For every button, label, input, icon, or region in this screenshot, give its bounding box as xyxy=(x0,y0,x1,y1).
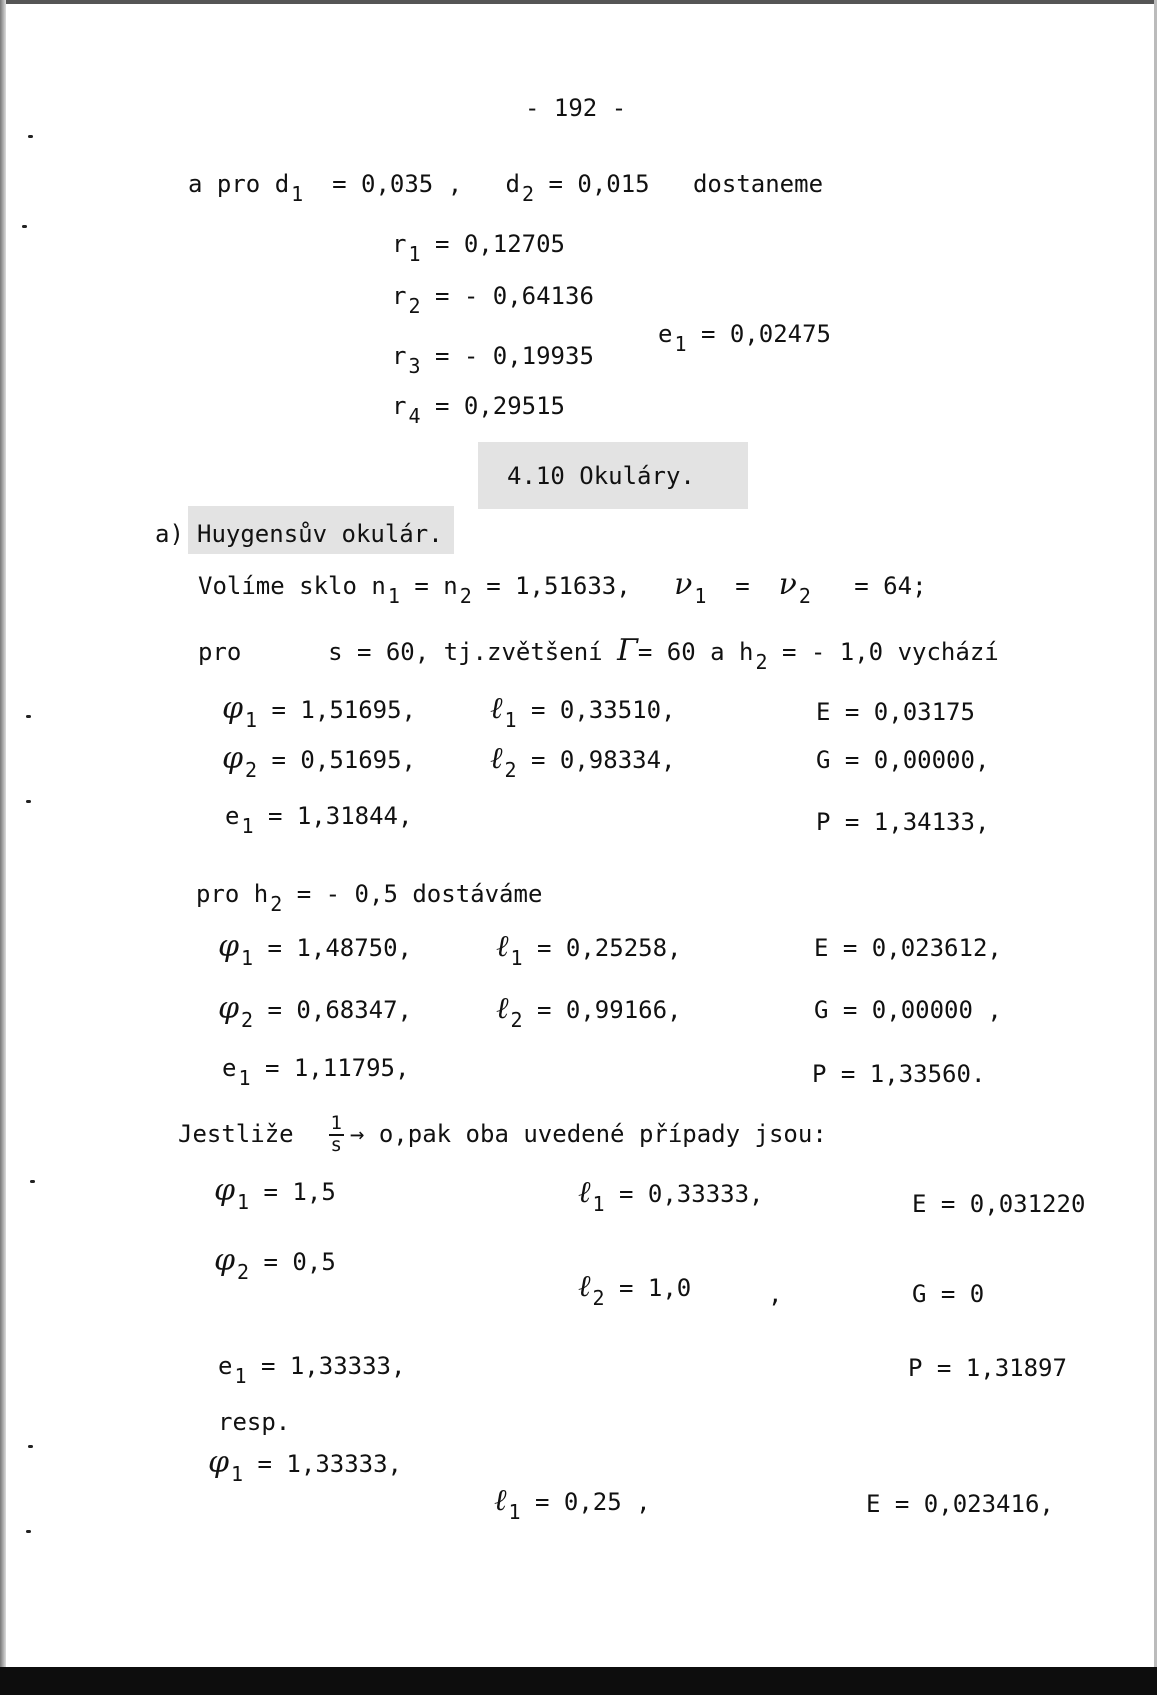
block3-l2-comma: , xyxy=(768,1280,783,1308)
section-title: 4.10 Okuláry. xyxy=(507,462,695,490)
block1-l1: ℓ $_1$ = 0,33510, xyxy=(490,691,676,732)
scan-speck xyxy=(28,1445,33,1448)
scan-speck xyxy=(22,225,27,228)
block3-phi1: φ $_1$ = 1,5 xyxy=(214,1173,336,1214)
block2-E: E = 0,023612, xyxy=(814,934,1002,962)
limit-fraction: $\frac{1}{s}$ xyxy=(330,1112,342,1156)
scan-edge-bottom xyxy=(0,1667,1157,1695)
block3-e1: e $_1$ = 1,33333, xyxy=(218,1352,406,1388)
glass-line: Volíme sklo n $_1$ = n $_2$ = 1,51633, ν $_1$ = ν $_2$ = 64; xyxy=(198,567,927,608)
block2-phi2: φ $_2$ = 0,68347, xyxy=(218,991,413,1032)
resp-label: resp. xyxy=(218,1408,291,1436)
block4-E: E = 0,023416, xyxy=(866,1490,1054,1518)
block2-P: P = 1,33560. xyxy=(812,1060,986,1088)
r1-line: r $_1$ = 0,12705 xyxy=(392,230,565,266)
block3-l1: ℓ $_1$ = 0,33333, xyxy=(578,1175,764,1216)
intro-line: a pro d $_1$ = 0,035 , d $_2$ = 0,015 dostaneme xyxy=(188,170,824,206)
block1-phi1: φ $_1$ = 1,51695, xyxy=(222,691,417,732)
condition-1-line: pro s = 60, tj.zvětšení Γ= 60 a h $_2$ = - 1,0 vychází xyxy=(198,633,999,674)
block3-l2: ℓ $_2$ = 1,0 xyxy=(578,1269,692,1310)
block1-E: E = 0,03175 xyxy=(816,698,975,726)
block3-G: G = 0 xyxy=(912,1280,985,1308)
block1-P: P = 1,34133, xyxy=(816,808,990,836)
block1-G: G = 0,00000, xyxy=(816,746,990,774)
subsection-title: Huygensův okulár. xyxy=(197,520,443,548)
e1-first-line: e $_1$ = 0,02475 xyxy=(658,320,831,356)
scan-speck xyxy=(26,1530,31,1533)
block2-G: G = 0,00000 , xyxy=(814,996,1002,1024)
scan-edge-left xyxy=(0,0,6,1695)
block1-l2: ℓ $_2$ = 0,98334, xyxy=(490,741,676,782)
block2-l2: ℓ $_2$ = 0,99166, xyxy=(496,991,682,1032)
block3-E: E = 0,031220 xyxy=(912,1190,1086,1218)
scan-speck xyxy=(28,135,33,138)
scan-speck xyxy=(30,1180,35,1183)
r4-line: r $_4$ = 0,29515 xyxy=(392,392,565,428)
block2-e1: e $_1$ = 1,11795, xyxy=(222,1054,410,1090)
block1-phi2: φ $_2$ = 0,51695, xyxy=(222,741,417,782)
limit-line: Jestliže $\frac{1}{s}$ → o,pak oba uvedené případy jsou: xyxy=(178,1112,827,1156)
subsection-prefix: a) xyxy=(155,520,184,548)
scan-edge-top xyxy=(0,0,1157,4)
block2-phi1: φ $_1$ = 1,48750, xyxy=(218,929,413,970)
condition-2-line: pro h $_2$ = - 0,5 dostáváme xyxy=(196,880,543,916)
block3-phi2: φ $_2$ = 0,5 xyxy=(214,1243,336,1284)
block4-l1: ℓ $_1$ = 0,25 , xyxy=(494,1483,651,1524)
block2-l1: ℓ $_1$ = 0,25258, xyxy=(496,929,682,970)
r3-line: r $_3$ = - 0,19935 xyxy=(392,342,594,378)
scan-speck xyxy=(26,715,31,718)
block4-phi1: φ $_1$ = 1,33333, xyxy=(208,1445,403,1486)
block3-P: P = 1,31897 xyxy=(908,1354,1067,1382)
block1-e1: e $_1$ = 1,31844, xyxy=(225,802,413,838)
page-number: - 192 - xyxy=(525,94,627,122)
r2-line: r $_2$ = - 0,64136 xyxy=(392,282,594,318)
scan-speck xyxy=(26,800,31,803)
